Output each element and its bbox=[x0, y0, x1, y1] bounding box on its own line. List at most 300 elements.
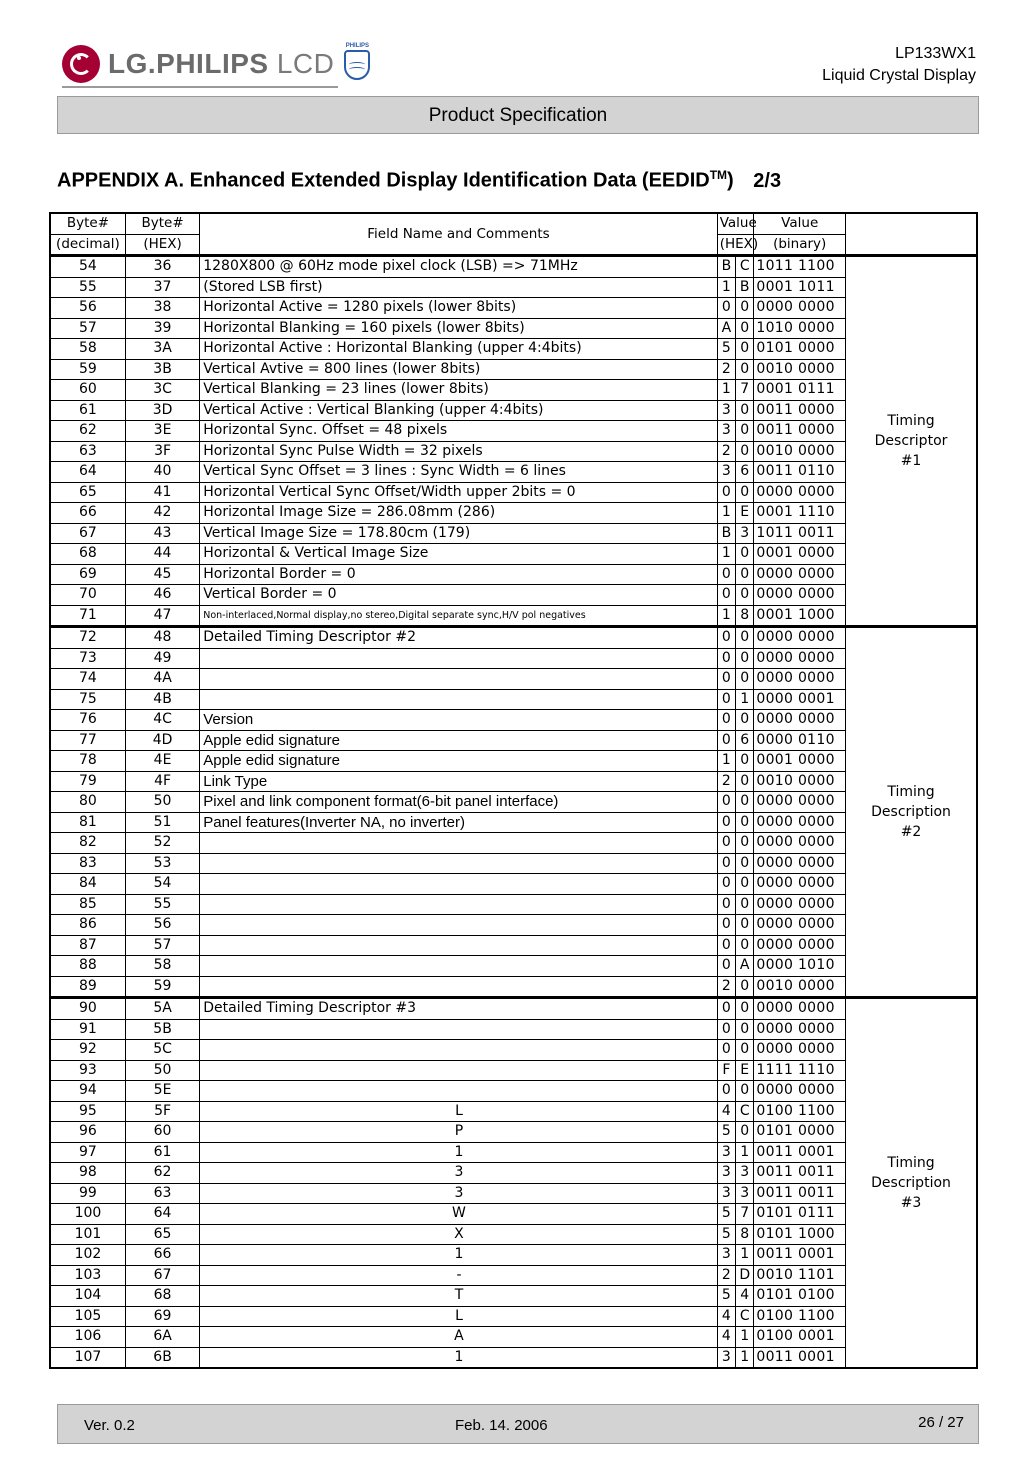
header-byte-hex: Byte# bbox=[125, 213, 199, 234]
value-binary-cell: 0000 0000 bbox=[754, 710, 846, 731]
field-comment-cell bbox=[200, 915, 717, 936]
section-note-line: Timing bbox=[887, 413, 935, 429]
value-binary-cell: 0010 0000 bbox=[754, 976, 846, 998]
value-binary-cell: 0000 0000 bbox=[754, 894, 846, 915]
field-comment-cell bbox=[200, 1040, 717, 1061]
value-hex-high-cell: 1 bbox=[717, 751, 735, 772]
header-value-bin-sub: (binary) bbox=[754, 234, 846, 256]
byte-hex-cell: 46 bbox=[125, 585, 199, 606]
value-hex-high-cell: 1 bbox=[717, 544, 735, 565]
field-comment-cell: Horizontal Image Size = 286.08mm (286) bbox=[200, 503, 717, 524]
value-hex-low-cell: C bbox=[736, 1101, 754, 1122]
byte-decimal-cell: 72 bbox=[50, 627, 125, 649]
field-comment-cell bbox=[200, 1019, 717, 1040]
byte-decimal-cell: 77 bbox=[50, 730, 125, 751]
byte-decimal-cell: 105 bbox=[50, 1306, 125, 1327]
value-hex-high-cell: 0 bbox=[717, 998, 735, 1020]
section-note-line: #1 bbox=[900, 453, 922, 469]
value-hex-low-cell: 0 bbox=[736, 771, 754, 792]
value-hex-high-cell: 0 bbox=[717, 564, 735, 585]
table-row bbox=[50, 585, 977, 606]
byte-hex-cell: 4C bbox=[125, 710, 199, 731]
table-row bbox=[50, 648, 977, 669]
value-hex-high-cell: 0 bbox=[717, 730, 735, 751]
table-row bbox=[50, 853, 977, 874]
value-binary-cell: 0101 1000 bbox=[754, 1224, 846, 1245]
field-comment-cell: P bbox=[200, 1122, 717, 1143]
table-row bbox=[50, 1347, 977, 1368]
byte-hex-cell: 62 bbox=[125, 1163, 199, 1184]
byte-decimal-cell: 60 bbox=[50, 380, 125, 401]
value-hex-low-cell: 8 bbox=[736, 605, 754, 627]
byte-decimal-cell: 82 bbox=[50, 833, 125, 854]
value-binary-cell: 0101 0111 bbox=[754, 1204, 846, 1225]
field-comment-cell: L bbox=[200, 1306, 717, 1327]
table-row bbox=[50, 1101, 977, 1122]
byte-decimal-cell: 74 bbox=[50, 669, 125, 690]
byte-decimal-cell: 55 bbox=[50, 277, 125, 298]
field-comment-cell bbox=[200, 689, 717, 710]
value-hex-low-cell: 1 bbox=[736, 1142, 754, 1163]
value-hex-low-cell: 0 bbox=[736, 441, 754, 462]
field-comment-cell: Horizontal Border = 0 bbox=[200, 564, 717, 585]
value-binary-cell: 0011 0110 bbox=[754, 462, 846, 483]
footer-version: Ver. 0.2 bbox=[84, 1417, 135, 1434]
byte-decimal-cell: 100 bbox=[50, 1204, 125, 1225]
byte-hex-cell: 42 bbox=[125, 503, 199, 524]
byte-decimal-cell: 73 bbox=[50, 648, 125, 669]
value-binary-cell: 0000 0000 bbox=[754, 998, 846, 1020]
value-hex-low-cell: 0 bbox=[736, 812, 754, 833]
byte-hex-cell: 3C bbox=[125, 380, 199, 401]
byte-decimal-cell: 99 bbox=[50, 1183, 125, 1204]
byte-decimal-cell: 86 bbox=[50, 915, 125, 936]
value-hex-low-cell: 0 bbox=[736, 853, 754, 874]
byte-decimal-cell: 79 bbox=[50, 771, 125, 792]
byte-hex-cell: 5F bbox=[125, 1101, 199, 1122]
header-byte-hex-sub: (HEX) bbox=[125, 234, 199, 256]
field-comment-cell: Vertical Border = 0 bbox=[200, 585, 717, 606]
value-hex-high-cell: 0 bbox=[717, 710, 735, 731]
section-heading bbox=[57, 168, 781, 193]
field-comment-cell: - bbox=[200, 1265, 717, 1286]
byte-hex-cell: 5B bbox=[125, 1019, 199, 1040]
value-hex-high-cell: 0 bbox=[717, 648, 735, 669]
value-binary-cell: 0011 0001 bbox=[754, 1245, 846, 1266]
value-hex-high-cell: 0 bbox=[717, 689, 735, 710]
value-binary-cell: 0000 0000 bbox=[754, 564, 846, 585]
value-hex-low-cell: 0 bbox=[736, 564, 754, 585]
value-hex-low-cell: 1 bbox=[736, 1327, 754, 1348]
byte-hex-cell: 59 bbox=[125, 976, 199, 998]
byte-hex-cell: 3F bbox=[125, 441, 199, 462]
byte-decimal-cell: 101 bbox=[50, 1224, 125, 1245]
field-comment-cell: Link Type bbox=[200, 771, 717, 792]
table-row bbox=[50, 1245, 977, 1266]
table-row bbox=[50, 1265, 977, 1286]
value-hex-low-cell: 0 bbox=[736, 585, 754, 606]
byte-decimal-cell: 103 bbox=[50, 1265, 125, 1286]
value-hex-high-cell: 1 bbox=[717, 605, 735, 627]
byte-decimal-cell: 80 bbox=[50, 792, 125, 813]
byte-decimal-cell: 56 bbox=[50, 298, 125, 319]
value-binary-cell: 0000 0000 bbox=[754, 833, 846, 854]
byte-hex-cell: 50 bbox=[125, 1060, 199, 1081]
table-row bbox=[50, 359, 977, 380]
field-comment-cell bbox=[200, 669, 717, 690]
byte-decimal-cell: 84 bbox=[50, 874, 125, 895]
field-comment-cell: 1 bbox=[200, 1347, 717, 1368]
field-comment-cell: Version bbox=[200, 710, 717, 731]
header-value-hex-sub: (HEX) bbox=[717, 234, 754, 256]
table-row bbox=[50, 710, 977, 731]
value-binary-cell: 0000 0000 bbox=[754, 648, 846, 669]
byte-hex-cell: 55 bbox=[125, 894, 199, 915]
logo-main-text: LG.PHILIPS bbox=[108, 48, 269, 79]
field-comment-cell: Horizontal Sync. Offset = 48 pixels bbox=[200, 421, 717, 442]
value-hex-low-cell: 0 bbox=[736, 894, 754, 915]
value-binary-cell: 0001 1011 bbox=[754, 277, 846, 298]
byte-hex-cell: 5C bbox=[125, 1040, 199, 1061]
table-row bbox=[50, 298, 977, 319]
table-row bbox=[50, 1163, 977, 1184]
table-row bbox=[50, 339, 977, 360]
byte-decimal-cell: 104 bbox=[50, 1286, 125, 1307]
value-binary-cell: 0000 0000 bbox=[754, 669, 846, 690]
table-row bbox=[50, 1204, 977, 1225]
field-comment-cell: Vertical Sync Offset = 3 lines : Sync Width = 6 lines bbox=[200, 462, 717, 483]
byte-decimal-cell: 58 bbox=[50, 339, 125, 360]
table-row bbox=[50, 1327, 977, 1348]
value-binary-cell: 0001 0111 bbox=[754, 380, 846, 401]
field-comment-cell: Horizontal Active = 1280 pixels (lower 8bits) bbox=[200, 298, 717, 319]
header-note bbox=[846, 213, 977, 256]
value-hex-low-cell: 3 bbox=[736, 1163, 754, 1184]
byte-hex-cell: 37 bbox=[125, 277, 199, 298]
value-hex-high-cell: B bbox=[717, 256, 735, 278]
value-hex-high-cell: 3 bbox=[717, 462, 735, 483]
value-hex-low-cell: 0 bbox=[736, 339, 754, 360]
value-hex-low-cell: 7 bbox=[736, 1204, 754, 1225]
byte-decimal-cell: 76 bbox=[50, 710, 125, 731]
table-row bbox=[50, 421, 977, 442]
value-hex-low-cell: D bbox=[736, 1265, 754, 1286]
byte-hex-cell: 63 bbox=[125, 1183, 199, 1204]
field-comment-cell: Detailed Timing Descriptor #2 bbox=[200, 627, 717, 649]
value-hex-high-cell: 2 bbox=[717, 441, 735, 462]
table-row bbox=[50, 256, 977, 278]
table-row bbox=[50, 833, 977, 854]
value-hex-low-cell: E bbox=[736, 1060, 754, 1081]
table-row bbox=[50, 1122, 977, 1143]
value-binary-cell: 0101 0000 bbox=[754, 339, 846, 360]
header-byte-dec: Byte# bbox=[50, 213, 125, 234]
table-row bbox=[50, 544, 977, 565]
value-hex-low-cell: 3 bbox=[736, 1183, 754, 1204]
heading-trademark: TM bbox=[709, 168, 728, 182]
value-binary-cell: 0101 0000 bbox=[754, 1122, 846, 1143]
table-row bbox=[50, 380, 977, 401]
value-binary-cell: 0011 0000 bbox=[754, 421, 846, 442]
byte-decimal-cell: 54 bbox=[50, 256, 125, 278]
byte-decimal-cell: 89 bbox=[50, 976, 125, 998]
byte-hex-cell: 6B bbox=[125, 1347, 199, 1368]
value-binary-cell: 0000 0110 bbox=[754, 730, 846, 751]
value-hex-low-cell: 0 bbox=[736, 710, 754, 731]
field-comment-cell: Detailed Timing Descriptor #3 bbox=[200, 998, 717, 1020]
byte-hex-cell: 38 bbox=[125, 298, 199, 319]
value-binary-cell: 0011 0001 bbox=[754, 1347, 846, 1368]
field-comment-cell bbox=[200, 833, 717, 854]
field-comment-cell: W bbox=[200, 1204, 717, 1225]
value-hex-low-cell: 0 bbox=[736, 627, 754, 649]
value-hex-low-cell: 7 bbox=[736, 380, 754, 401]
value-binary-cell: 0000 0000 bbox=[754, 1040, 846, 1061]
byte-hex-cell: 48 bbox=[125, 627, 199, 649]
value-binary-cell: 0000 0000 bbox=[754, 1019, 846, 1040]
table-row bbox=[50, 1081, 977, 1102]
product-name: Liquid Crystal Display bbox=[822, 67, 976, 84]
value-hex-high-cell: 0 bbox=[717, 935, 735, 956]
value-hex-low-cell: 1 bbox=[736, 1347, 754, 1368]
value-hex-high-cell: 5 bbox=[717, 1122, 735, 1143]
byte-hex-cell: 47 bbox=[125, 605, 199, 627]
field-comment-cell: T bbox=[200, 1286, 717, 1307]
field-comment-cell: Vertical Active : Vertical Blanking (upper 4:4bits) bbox=[200, 400, 717, 421]
header-field: Field Name and Comments bbox=[200, 213, 717, 256]
byte-hex-cell: 51 bbox=[125, 812, 199, 833]
byte-decimal-cell: 75 bbox=[50, 689, 125, 710]
byte-hex-cell: 66 bbox=[125, 1245, 199, 1266]
value-hex-low-cell: 0 bbox=[736, 1040, 754, 1061]
value-hex-low-cell: 3 bbox=[736, 523, 754, 544]
table-row bbox=[50, 792, 977, 813]
value-hex-high-cell: 0 bbox=[717, 1040, 735, 1061]
table-row bbox=[50, 812, 977, 833]
value-hex-low-cell: 0 bbox=[736, 421, 754, 442]
value-binary-cell: 1010 0000 bbox=[754, 318, 846, 339]
value-hex-high-cell: 0 bbox=[717, 853, 735, 874]
table-row bbox=[50, 1040, 977, 1061]
byte-decimal-cell: 71 bbox=[50, 605, 125, 627]
byte-decimal-cell: 62 bbox=[50, 421, 125, 442]
table-row bbox=[50, 894, 977, 915]
field-comment-cell: Pixel and link component format(6-bit panel interface) bbox=[200, 792, 717, 813]
field-comment-cell: Apple edid signature bbox=[200, 730, 717, 751]
value-binary-cell: 0010 0000 bbox=[754, 771, 846, 792]
byte-decimal-cell: 66 bbox=[50, 503, 125, 524]
company-logo bbox=[62, 42, 372, 86]
value-hex-low-cell: 0 bbox=[736, 792, 754, 813]
byte-decimal-cell: 97 bbox=[50, 1142, 125, 1163]
byte-hex-cell: 5E bbox=[125, 1081, 199, 1102]
value-hex-high-cell: 0 bbox=[717, 1081, 735, 1102]
heading-text: APPENDIX A. Enhanced Extended Display Identification Data (EEDID bbox=[57, 169, 710, 192]
spec-title: Product Specification bbox=[428, 105, 608, 126]
byte-decimal-cell: 81 bbox=[50, 812, 125, 833]
value-hex-low-cell: 0 bbox=[736, 833, 754, 854]
value-hex-low-cell: 1 bbox=[736, 689, 754, 710]
value-binary-cell: 0000 0001 bbox=[754, 689, 846, 710]
table-row bbox=[50, 1060, 977, 1081]
table-row bbox=[50, 503, 977, 524]
value-binary-cell: 0000 0000 bbox=[754, 935, 846, 956]
value-hex-low-cell: 0 bbox=[736, 976, 754, 998]
logo-sub-text: LCD bbox=[276, 48, 335, 79]
field-comment-cell: X bbox=[200, 1224, 717, 1245]
field-comment-cell bbox=[200, 976, 717, 998]
value-hex-high-cell: 1 bbox=[717, 277, 735, 298]
value-hex-high-cell: F bbox=[717, 1060, 735, 1081]
value-hex-low-cell: A bbox=[736, 956, 754, 977]
value-binary-cell: 0000 0000 bbox=[754, 585, 846, 606]
value-hex-low-cell: 8 bbox=[736, 1224, 754, 1245]
field-comment-cell: Horizontal Vertical Sync Offset/Width upper 2bits = 0 bbox=[200, 482, 717, 503]
field-comment-cell bbox=[200, 853, 717, 874]
table-row bbox=[50, 730, 977, 751]
table-row bbox=[50, 669, 977, 690]
value-binary-cell: 0001 1000 bbox=[754, 605, 846, 627]
field-comment-cell bbox=[200, 935, 717, 956]
value-hex-high-cell: 0 bbox=[717, 669, 735, 690]
value-hex-high-cell: 0 bbox=[717, 915, 735, 936]
footer-page-number: 26 / 27 bbox=[918, 1414, 964, 1431]
field-comment-cell: Horizontal Blanking = 160 pixels (lower 8bits) bbox=[200, 318, 717, 339]
document-id bbox=[822, 43, 976, 87]
table-row bbox=[50, 400, 977, 421]
byte-decimal-cell: 95 bbox=[50, 1101, 125, 1122]
value-binary-cell: 0011 0011 bbox=[754, 1183, 846, 1204]
section-note-line: Timing bbox=[887, 784, 935, 800]
value-hex-high-cell: 0 bbox=[717, 298, 735, 319]
field-comment-cell: 3 bbox=[200, 1163, 717, 1184]
byte-hex-cell: 58 bbox=[125, 956, 199, 977]
table-row bbox=[50, 482, 977, 503]
value-hex-low-cell: 0 bbox=[736, 298, 754, 319]
value-binary-cell: 0010 0000 bbox=[754, 441, 846, 462]
table-row bbox=[50, 771, 977, 792]
section-note-cell bbox=[846, 627, 977, 998]
value-binary-cell: 0000 0000 bbox=[754, 1081, 846, 1102]
header-value-hex: Value bbox=[717, 213, 754, 234]
byte-hex-cell: 43 bbox=[125, 523, 199, 544]
byte-hex-cell: 69 bbox=[125, 1306, 199, 1327]
value-binary-cell: 0000 0000 bbox=[754, 915, 846, 936]
byte-hex-cell: 36 bbox=[125, 256, 199, 278]
field-comment-cell: 1 bbox=[200, 1142, 717, 1163]
value-hex-low-cell: 6 bbox=[736, 462, 754, 483]
table-row bbox=[50, 605, 977, 627]
section-note-line: Descriptor bbox=[874, 433, 948, 449]
value-hex-low-cell: 0 bbox=[736, 874, 754, 895]
table-row bbox=[50, 627, 977, 649]
field-comment-cell bbox=[200, 894, 717, 915]
section-note-cell bbox=[846, 998, 977, 1369]
table-row bbox=[50, 1183, 977, 1204]
byte-hex-cell: 3B bbox=[125, 359, 199, 380]
section-note-line: #3 bbox=[900, 1195, 922, 1211]
field-comment-cell: Panel features(Inverter NA, no inverter) bbox=[200, 812, 717, 833]
value-hex-high-cell: B bbox=[717, 523, 735, 544]
value-hex-high-cell: 0 bbox=[717, 874, 735, 895]
header-byte-dec-sub: (decimal) bbox=[50, 234, 125, 256]
table-row bbox=[50, 1286, 977, 1307]
value-binary-cell: 0000 0000 bbox=[754, 482, 846, 503]
value-hex-low-cell: 0 bbox=[736, 318, 754, 339]
footer-date: Feb. 14. 2006 bbox=[455, 1417, 548, 1434]
field-comment-cell: Vertical Image Size = 178.80cm (179) bbox=[200, 523, 717, 544]
table-row bbox=[50, 1306, 977, 1327]
table-row bbox=[50, 874, 977, 895]
byte-hex-cell: 57 bbox=[125, 935, 199, 956]
table-row bbox=[50, 318, 977, 339]
value-binary-cell: 1111 1110 bbox=[754, 1060, 846, 1081]
value-hex-low-cell: 0 bbox=[736, 400, 754, 421]
value-hex-high-cell: 5 bbox=[717, 339, 735, 360]
value-binary-cell: 0000 0000 bbox=[754, 874, 846, 895]
section-note-line: Timing bbox=[887, 1155, 935, 1171]
byte-hex-cell: 49 bbox=[125, 648, 199, 669]
value-binary-cell: 0000 0000 bbox=[754, 792, 846, 813]
value-binary-cell: 0000 1010 bbox=[754, 956, 846, 977]
table-row bbox=[50, 523, 977, 544]
value-hex-high-cell: 4 bbox=[717, 1327, 735, 1348]
table-row bbox=[50, 1224, 977, 1245]
byte-decimal-cell: 59 bbox=[50, 359, 125, 380]
value-hex-high-cell: 2 bbox=[717, 359, 735, 380]
byte-hex-cell: 39 bbox=[125, 318, 199, 339]
byte-decimal-cell: 78 bbox=[50, 751, 125, 772]
byte-decimal-cell: 87 bbox=[50, 935, 125, 956]
byte-decimal-cell: 64 bbox=[50, 462, 125, 483]
value-hex-high-cell: 3 bbox=[717, 1183, 735, 1204]
value-hex-high-cell: 3 bbox=[717, 1142, 735, 1163]
eedid-table-body bbox=[50, 256, 977, 1369]
byte-decimal-cell: 94 bbox=[50, 1081, 125, 1102]
byte-decimal-cell: 93 bbox=[50, 1060, 125, 1081]
byte-hex-cell: 56 bbox=[125, 915, 199, 936]
value-hex-low-cell: 0 bbox=[736, 544, 754, 565]
value-hex-high-cell: 5 bbox=[717, 1204, 735, 1225]
value-hex-high-cell: 0 bbox=[717, 833, 735, 854]
byte-decimal-cell: 91 bbox=[50, 1019, 125, 1040]
value-hex-high-cell: 1 bbox=[717, 380, 735, 401]
value-hex-low-cell: 0 bbox=[736, 935, 754, 956]
field-comment-cell: 1 bbox=[200, 1245, 717, 1266]
value-hex-low-cell: 0 bbox=[736, 359, 754, 380]
section-note-cell bbox=[846, 256, 977, 627]
field-comment-cell: Horizontal & Vertical Image Size bbox=[200, 544, 717, 565]
value-binary-cell: 0000 0000 bbox=[754, 812, 846, 833]
section-note-line: Description bbox=[871, 804, 951, 820]
field-comment-cell: Vertical Avtive = 800 lines (lower 8bits) bbox=[200, 359, 717, 380]
field-comment-cell: L bbox=[200, 1101, 717, 1122]
value-hex-low-cell: 0 bbox=[736, 648, 754, 669]
value-hex-low-cell: 1 bbox=[736, 1245, 754, 1266]
field-comment-cell bbox=[200, 648, 717, 669]
field-comment-cell bbox=[200, 1081, 717, 1102]
value-hex-low-cell: 0 bbox=[736, 482, 754, 503]
spec-title-bar bbox=[57, 96, 979, 134]
value-hex-high-cell: 2 bbox=[717, 976, 735, 998]
table-row bbox=[50, 564, 977, 585]
byte-decimal-cell: 57 bbox=[50, 318, 125, 339]
byte-decimal-cell: 61 bbox=[50, 400, 125, 421]
value-hex-high-cell: 3 bbox=[717, 1163, 735, 1184]
model-number: LP133WX1 bbox=[895, 45, 976, 62]
table-row bbox=[50, 956, 977, 977]
field-comment-cell: Horizontal Active : Horizontal Blanking (upper 4:4bits) bbox=[200, 339, 717, 360]
